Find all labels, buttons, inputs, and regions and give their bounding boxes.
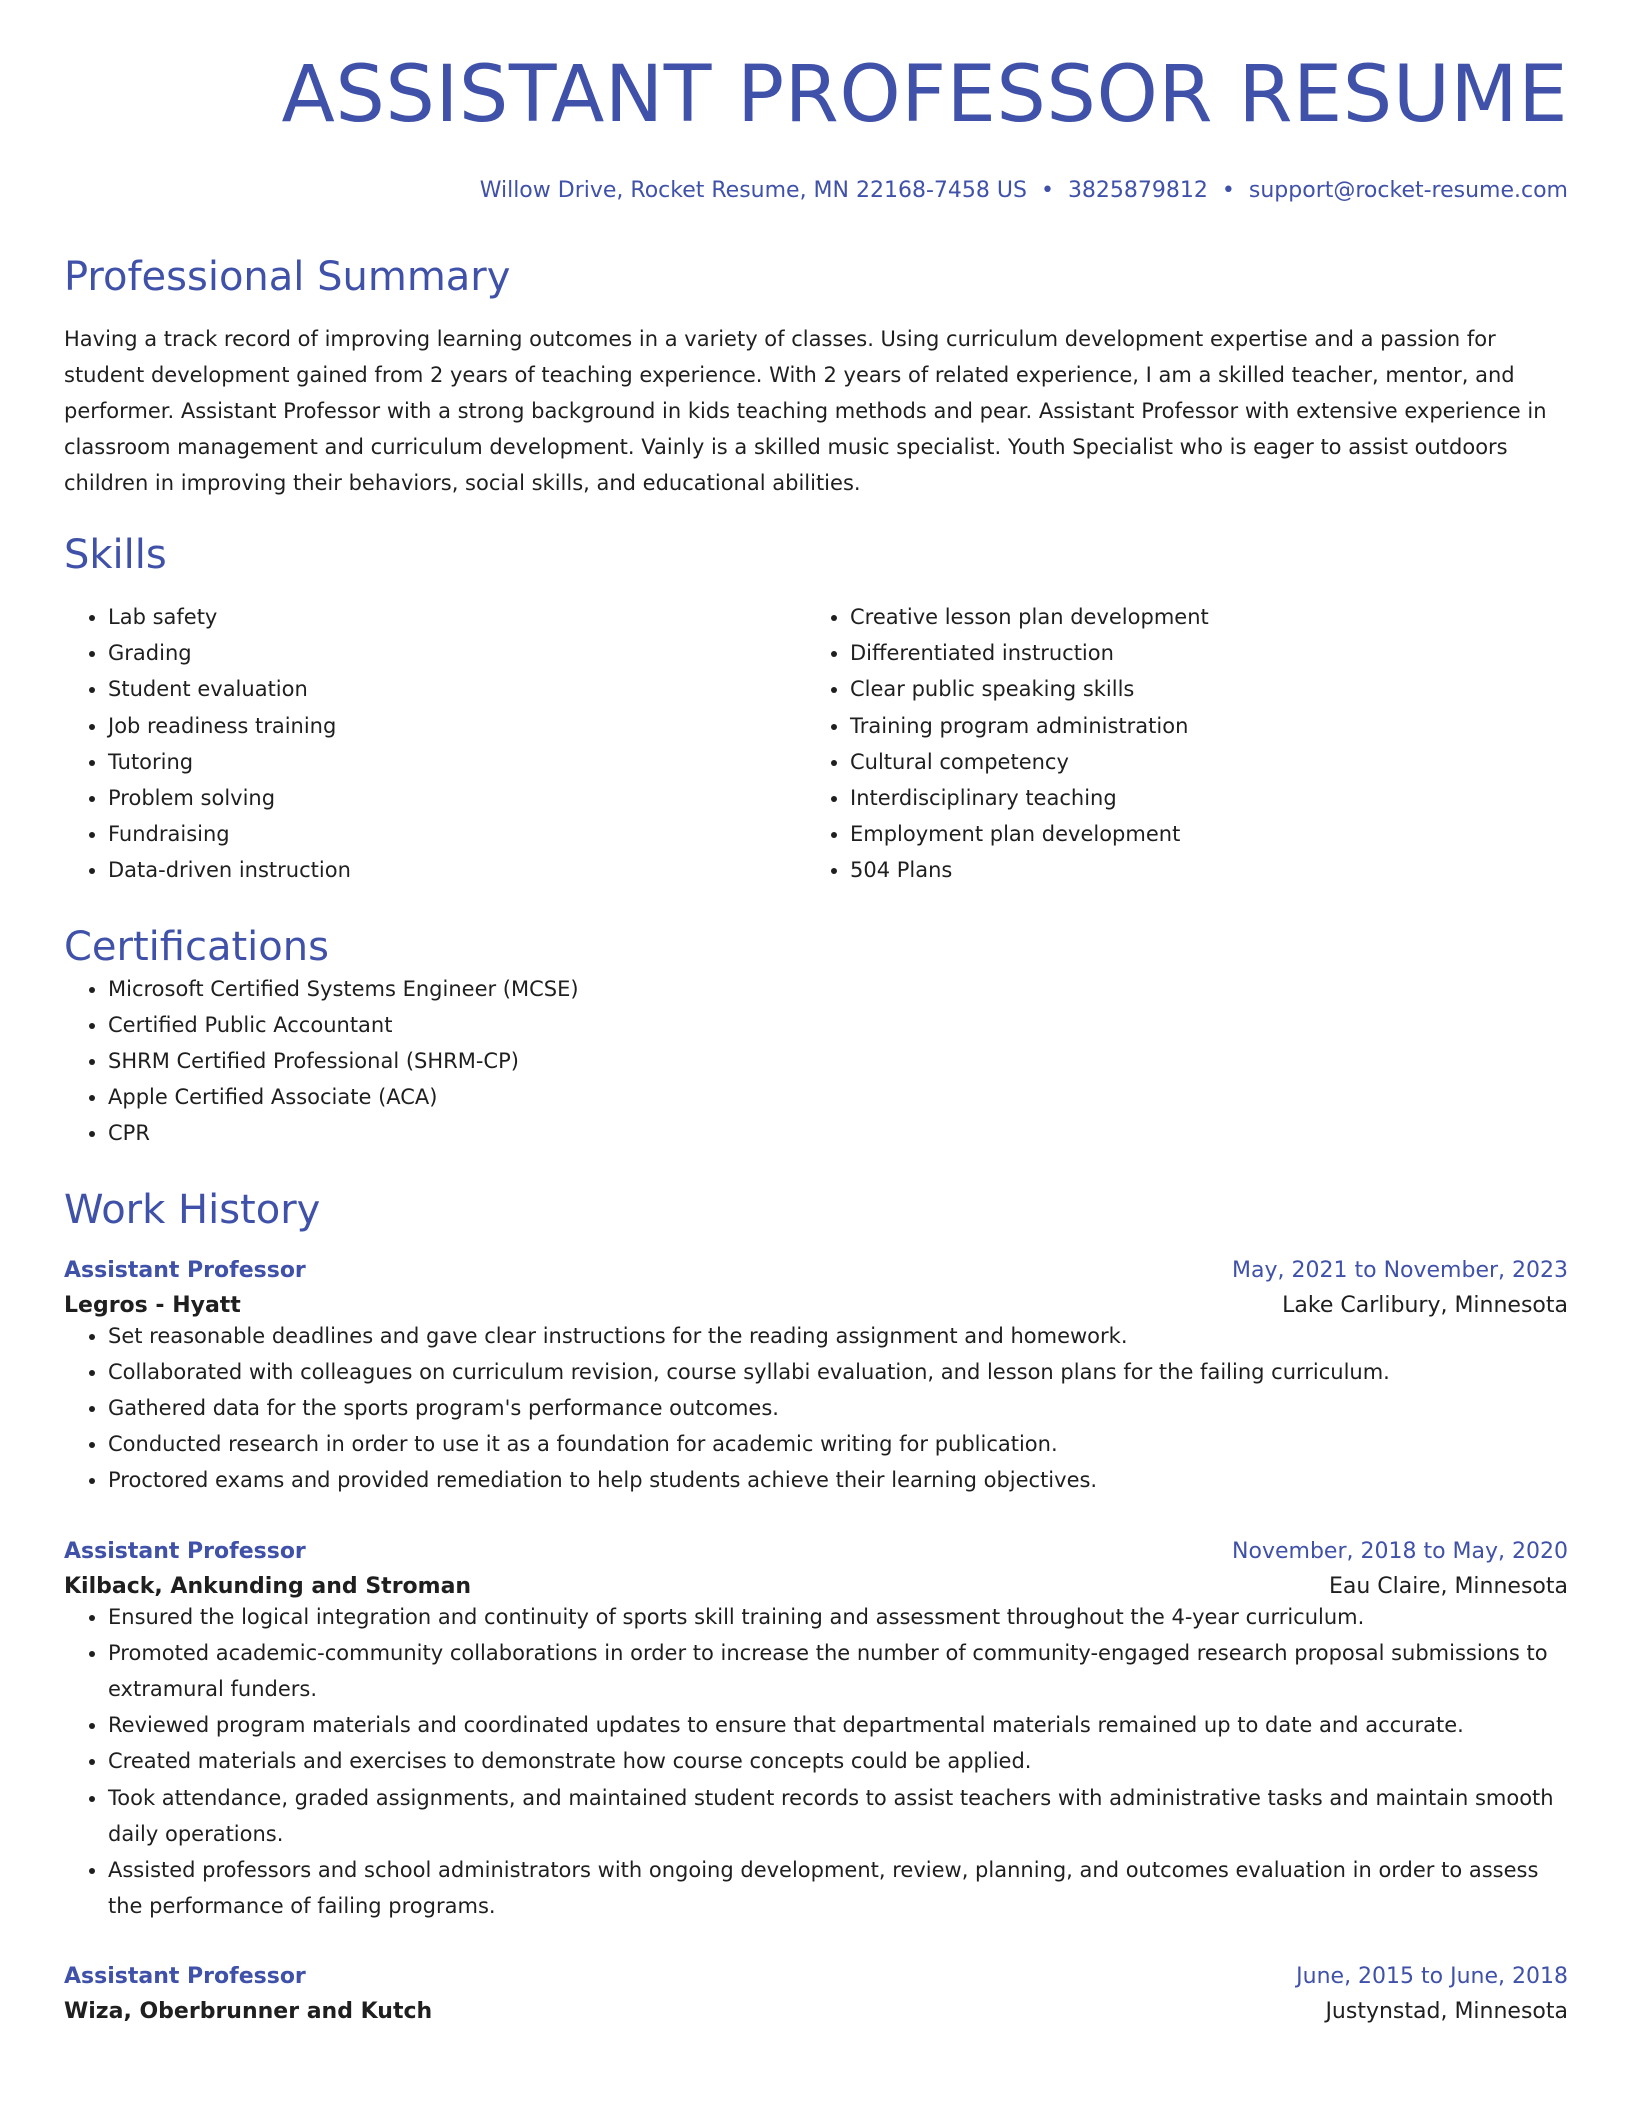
certifications-heading: Certifications — [64, 923, 329, 970]
job-title: Assistant Professor — [64, 1964, 306, 1990]
job-header — [64, 1258, 1568, 1283]
job-bullet: • Created materials and exercises to demonstrate how course concepts could be applied. — [108, 1743, 1568, 1779]
skill-item: • Student evaluation — [108, 671, 806, 707]
summary-text: Having a track record of improving learning outcomes in a variety of classes. Using curriculum development expertise and a passion for student development gained from 2 years of teaching experience. With 2 years of related experience, I am a skilled teacher, mentor, and performer. Assistant Professor with a strong background in kids teaching methods and pear. Assistant Professor with extensive experience in classroom management and curriculum development. Vainly is a skilled music specialist. Youth Specialist who is eager to assist outdoors children in improving their behaviors, social skills, and educational abilities. — [64, 327, 1547, 495]
certification-item: • Apple Certified Associate (ACA) — [108, 1079, 1568, 1115]
job-subheader — [64, 1293, 1568, 1318]
contact-line — [64, 178, 1568, 203]
job-bullet: • Promoted academic-community collaborations in order to increase the number of community-engaged research proposal submissions to extramural funders. — [108, 1635, 1568, 1707]
certification-item: • CPR — [108, 1115, 1568, 1151]
job-header — [64, 1539, 1568, 1564]
skill-item: • Employment plan development — [850, 816, 1568, 852]
job-entry — [64, 1964, 1568, 2024]
job-title: Assistant Professor — [64, 1538, 306, 1564]
contact-email[interactable]: support@rocket-resume.com — [1248, 178, 1568, 203]
certification-item: • Certified Public Accountant — [108, 1007, 1568, 1043]
skill-item: • Data-driven instruction — [108, 852, 806, 888]
job-company: Kilback, Ankunding and Stroman — [64, 1573, 472, 1599]
job-location: Justynstad, Minnesota — [1325, 1999, 1568, 2025]
job-bullet: • Conducted research in order to use it as a foundation for academic writing for publication. — [108, 1426, 1568, 1462]
skill-item: • Tutoring — [108, 744, 806, 780]
skill-item: • Grading — [108, 635, 806, 671]
skill-item: • Training program administration — [850, 708, 1568, 744]
job-location: Eau Claire, Minnesota — [1328, 1573, 1568, 1599]
job-bullet: • Took attendance, graded assignments, and maintained student records to assist teachers with administrative tasks and maintain smooth daily operations. — [108, 1780, 1568, 1852]
job-dates: June, 2015 to June, 2018 — [1296, 1964, 1568, 1990]
job-bullets — [64, 1318, 1568, 1499]
job-subheader — [64, 1574, 1568, 1599]
job-dates: November, 2018 to May, 2020 — [1232, 1538, 1568, 1564]
work-history-heading: Work History — [64, 1186, 321, 1233]
skills-list-right — [806, 599, 1568, 889]
certification-item: • Microsoft Certified Systems Engineer (MCSE) — [108, 971, 1568, 1007]
job-dates: May, 2021 to November, 2023 — [1232, 1257, 1568, 1283]
job-bullet: • Collaborated with colleagues on curriculum revision, course syllabi evaluation, and lesson plans for the failing curriculum. — [108, 1354, 1568, 1390]
skill-item: • Creative lesson plan development — [850, 599, 1568, 635]
job-bullet: • Set reasonable deadlines and gave clear instructions for the reading assignment and homework. — [108, 1318, 1568, 1354]
contact-address: Willow Drive, Rocket Resume, MN 22168-7458 US — [479, 178, 1027, 203]
resume-title: ASSISTANT PROFESSOR RESUME — [281, 50, 1568, 140]
job-company: Wiza, Oberbrunner and Kutch — [64, 1999, 433, 2025]
skill-item: • Cultural competency — [850, 744, 1568, 780]
job-bullet: • Gathered data for the sports program's performance outcomes. — [108, 1390, 1568, 1426]
skills-list-left — [64, 599, 806, 889]
job-header — [64, 1964, 1568, 1989]
skill-item: • Problem solving — [108, 780, 806, 816]
skills-grid — [64, 599, 1568, 889]
job-location: Lake Carlibury, Minnesota — [1282, 1292, 1568, 1318]
job-subheader — [64, 1999, 1568, 2024]
job-bullet: • Ensured the logical integration and continuity of sports skill training and assessment throughout the 4-year curriculum. — [108, 1599, 1568, 1635]
job-bullet: • Reviewed program materials and coordinated updates to ensure that departmental materials remained up to date and accurate. — [108, 1707, 1568, 1743]
job-title: Assistant Professor — [64, 1257, 306, 1283]
skill-item: • Job readiness training — [108, 708, 806, 744]
certifications-list — [64, 971, 1568, 1152]
skill-item: • Lab safety — [108, 599, 806, 635]
certification-item: • SHRM Certified Professional (SHRM-CP) — [108, 1043, 1568, 1079]
contact-phone: 3825879812 — [1067, 178, 1208, 203]
job-company: Legros - Hyatt — [64, 1292, 241, 1318]
skill-item: • 504 Plans — [850, 852, 1568, 888]
skill-item: • Clear public speaking skills — [850, 671, 1568, 707]
skill-item: • Interdisciplinary teaching — [850, 780, 1568, 816]
contact-separator: • — [1221, 178, 1235, 203]
summary-heading: Professional Summary — [64, 254, 511, 300]
contact-separator: • — [1040, 178, 1054, 203]
job-bullet: • Assisted professors and school administrators with ongoing development, review, planning, and outcomes evaluation in order to assess the performance of failing programs. — [108, 1852, 1568, 1924]
skill-item: • Fundraising — [108, 816, 806, 852]
skill-item: • Differentiated instruction — [850, 635, 1568, 671]
skills-heading: Skills — [64, 532, 167, 578]
job-bullets — [64, 1599, 1568, 1925]
job-entry — [64, 1258, 1568, 1499]
job-entry — [64, 1539, 1568, 1925]
job-bullet: • Proctored exams and provided remediation to help students achieve their learning objectives. — [108, 1462, 1568, 1498]
